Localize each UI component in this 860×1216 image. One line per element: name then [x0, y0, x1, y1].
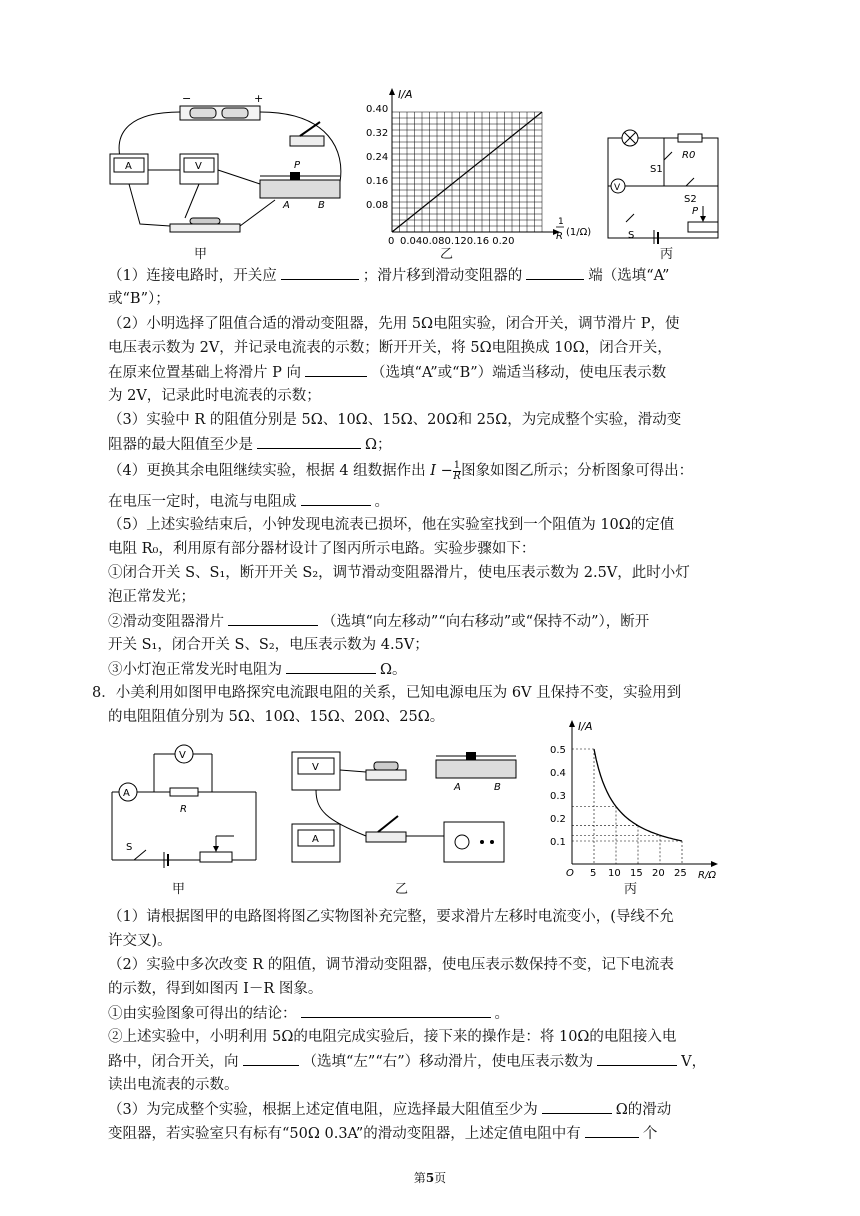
graph-yi-origin: 0	[388, 236, 395, 247]
terminal-A-label: A	[454, 782, 461, 793]
ammeter-label: A	[125, 161, 132, 172]
fig8-caption-jia: 甲	[172, 882, 186, 897]
graph-yi-ytick: 0.40	[366, 104, 389, 115]
graph-bing-ytick: 0.4	[550, 768, 566, 779]
graph-bing-xlabel: R/Ω	[698, 870, 716, 880]
q7-step2: ②滑动变阻器滑片 （选填“向左移动”“向右移动”或“保持不动”），断开	[108, 610, 649, 633]
fig8-bing-graph	[538, 720, 728, 880]
q8-part2: （2）实验中多次改变 R 的阻值，调节滑动变阻器，使电压表示数保持不变，记下电流表	[108, 957, 674, 973]
q7-part3-cont: 阻器的最大阻值至少是 Ω；	[108, 433, 392, 456]
q7-part5: （5）上述实验结束后，小钟发现电流表已损坏，他在实验室找到一个阻值为 10Ω的定值	[108, 517, 675, 533]
graph-yi-ylabel: I/A	[398, 88, 413, 101]
q7-part2-cont: 在原来位置基础上将滑片 P 向 （选填“A”或“B”）端适当移动，使电压表示数	[108, 361, 666, 384]
q8-part1: （1）请根据图甲的电路图将图乙实物图补充完整，要求滑片左移时电流变小，(导线不允	[108, 909, 674, 925]
graph-yi-ytick: 0.24	[366, 152, 389, 163]
q8-step2-cont: 路中，闭合开关，向 （选填“左”“右”）移动滑片，使电压表示数为 V，	[108, 1050, 706, 1073]
q7-step2-cont: 开关 S₁，闭合开关 S、S₂，电压表示数为 4.5V；	[108, 637, 429, 653]
S1-label: S1	[650, 164, 663, 175]
q8-part2-cont: 的示数，得到如图丙 I－R 图象。	[108, 981, 323, 997]
fig7-yi-graph	[364, 88, 604, 248]
q7-part1: （1）连接电路时，开关应 ；滑片移到滑动变阻器的 端（选填“A”	[108, 264, 669, 287]
voltmeter-label: V	[195, 161, 202, 172]
q7-step1-cont: 泡正常发光；	[108, 589, 195, 605]
q7-part2-cont: 电压表示数为 2V，并记录电流表的示数；断开开关，将 5Ω电阻换成 10Ω，闭合开关，	[108, 340, 672, 356]
fig8-jia-circuit	[104, 740, 264, 870]
graph-yi-xlabel-num: 1	[558, 217, 564, 227]
battery-plus: +	[254, 92, 264, 105]
fig7-caption-jia: 甲	[194, 247, 208, 262]
q8-part3-cont: 变阻器，若实验室只有标有“50Ω 0.3A”的滑动变阻器，上述定值电阻中有 个	[108, 1122, 657, 1145]
S-label: S	[628, 230, 635, 241]
q7-part5-cont: 电阻 R₀，利用原有部分器材设计了图丙所示电路。实验步骤如下：	[108, 541, 536, 557]
voltmeter-device-label: V	[312, 762, 319, 773]
fig7-jia-apparatus	[100, 92, 360, 242]
graph-yi-ytick: 0.32	[366, 128, 389, 139]
q8-step2-cont: 读出电流表的示数。	[108, 1077, 239, 1093]
terminal-B-label: B	[318, 200, 325, 211]
slider-P-label: P	[294, 160, 301, 171]
graph-bing-ylabel: I/A	[578, 720, 593, 733]
q7-part1-cont: 或“B”）；	[108, 291, 170, 307]
fig7-caption-bing: 丙	[660, 247, 674, 262]
switch-S-label: S	[126, 842, 133, 853]
terminal-A-label: A	[283, 200, 290, 211]
fig7-caption-yi: 乙	[440, 247, 454, 262]
ammeter-label: A	[123, 788, 130, 799]
page-footer: 第5页	[413, 1171, 447, 1185]
q7-step1: ①闭合开关 S、S₁，断开开关 S₂，调节滑动变阻器滑片，使电压表示数为 2.5V，此时小灯	[108, 565, 690, 581]
graph-yi-xlabel-den: R	[556, 231, 563, 242]
q8-heading: 8．小美利用如图甲电路探究电流跟电阻的关系，已知电源电压为 6V 且保持不变，实验用到	[92, 685, 682, 701]
graph-bing-ytick: 0.1	[550, 837, 566, 848]
q8-part3: （3）为完成整个实验，根据上述定值电阻，应选择最大阻值至少为 Ω的滑动	[108, 1098, 671, 1121]
ammeter-device-label: A	[312, 834, 319, 845]
fig8-caption-bing: 丙	[624, 882, 638, 897]
fig7-bing-circuit	[598, 126, 728, 244]
graph-bing-ytick: 0.5	[550, 745, 566, 756]
q8-part1-cont: 许交叉)。	[108, 933, 172, 949]
q8-step1: ①由实验图象可得出的结论： 。	[108, 1002, 509, 1025]
S2-label: S2	[684, 194, 697, 205]
q7-part4-cont: 在电压一定时，电流与电阻成 。	[108, 490, 389, 513]
q7-part3: （3）实验中 R 的阻值分别是 5Ω、10Ω、15Ω、20Ω和 25Ω，为完成整个实验，滑动变	[108, 412, 682, 428]
graph-bing-xtick: 20	[652, 868, 665, 879]
graph-bing-origin: O	[566, 868, 574, 879]
q8-heading-cont: 的电阻阻值分别为 5Ω、10Ω、15Ω、20Ω、25Ω。	[108, 709, 445, 725]
graph-bing-ytick: 0.2	[550, 814, 566, 825]
graph-yi-ytick: 0.16	[366, 176, 389, 187]
terminal-B-label: B	[494, 782, 501, 793]
graph-yi-xticks: 0.040.080.120.16 0.20	[400, 236, 515, 247]
graph-bing-xtick: 15	[630, 868, 643, 879]
fig8-yi-apparatus	[286, 740, 526, 870]
q7-part2: （2）小明选择了阻值合适的滑动变阻器，先用 5Ω电阻实验，闭合开关，调节滑片 P，使	[108, 316, 680, 332]
graph-bing-xtick: 25	[674, 868, 687, 879]
graph-yi-ytick: 0.08	[366, 200, 389, 211]
q7-step3: ③小灯泡正常发光时电阻为 Ω。	[108, 658, 407, 681]
battery-minus: −	[182, 92, 192, 105]
fig8-caption-yi: 乙	[395, 882, 409, 897]
graph-yi-xlabel-unit: (1/Ω)	[566, 227, 592, 238]
q8-step2: ②上述实验中，小明利用 5Ω的电阻完成实验后，接下来的操作是：将 10Ω的电阻接入电	[108, 1029, 677, 1045]
q7-part2-cont: 为 2V，记录此时电流表的示数；	[108, 388, 321, 404]
slider-P-label: P	[692, 206, 699, 217]
resistor-R-label: R	[180, 804, 187, 815]
graph-bing-ytick: 0.3	[550, 791, 566, 802]
R0-label: R0	[682, 150, 696, 161]
graph-bing-xtick: 10	[608, 868, 621, 879]
voltmeter-label: V	[179, 750, 186, 761]
voltmeter-label: V	[614, 183, 621, 193]
q7-part4: （4）更换其余电阻继续实验，根据 4 组数据作出 I − $\frac{1}{R}$ 图象如图乙所示；分析图象可得出：	[108, 459, 694, 482]
graph-bing-xtick: 5	[590, 868, 597, 879]
